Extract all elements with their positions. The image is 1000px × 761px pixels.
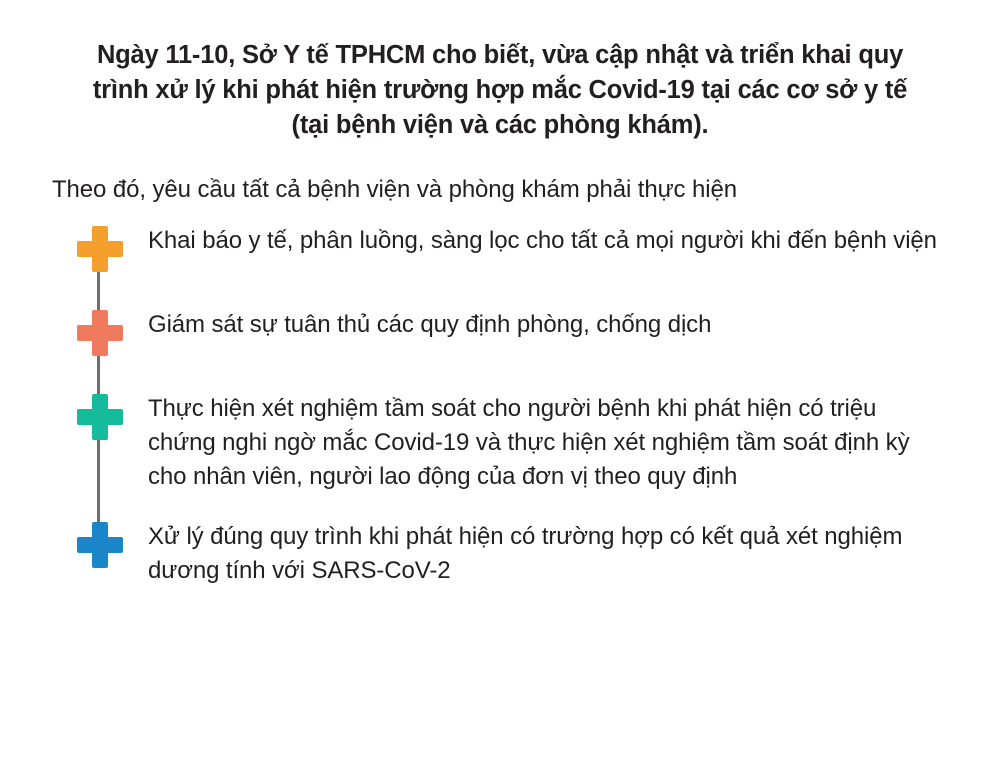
- list-item-text: Thực hiện xét nghiệm tầm soát cho người bệnh khi phát hiện có triệu chứng nghi ngờ mắc Covid-19 và thực hiện xét nghiệm tầm soát định kỳ cho nhân viên, người lao động của đơn vị theo quy định: [148, 394, 910, 491]
- medical-cross-icon: [77, 522, 123, 568]
- list-item: [52, 520, 948, 588]
- list-item-marker: [52, 224, 148, 282]
- medical-cross-icon: [77, 394, 123, 440]
- subheading: Theo đó, yêu cầu tất cả bệnh viện và phòng khám phải thực hiện: [52, 175, 737, 203]
- medical-cross-icon: [77, 226, 123, 272]
- list-item-text: Xử lý đúng quy trình khi phát hiện có trường hợp có kết quả xét nghiệm dương tính với SARS-CoV-2: [148, 523, 903, 585]
- list-item: [52, 308, 948, 366]
- list-item-text: Khai báo y tế, phân luồng, sàng lọc cho tất cả mọi người khi đến bệnh viện: [148, 226, 937, 254]
- list-item-marker: [52, 308, 148, 366]
- list-item-text: Giám sát sự tuân thủ các quy định phòng, chống dịch: [148, 310, 712, 338]
- list-item: [52, 224, 948, 282]
- list-item: [52, 392, 948, 494]
- list-item-marker: [52, 392, 148, 450]
- requirements-list: [52, 224, 948, 588]
- medical-cross-icon: [77, 310, 123, 356]
- list-item-marker: [52, 520, 148, 578]
- page-title: Ngày 11-10, Sở Y tế TPHCM cho biết, vừa cập nhật và triển khai quy trình xử lý khi phát hiện trường hợp mắc Covid-19 tại các cơ sở y tế (tại bệnh viện và các phòng khám).: [92, 41, 908, 140]
